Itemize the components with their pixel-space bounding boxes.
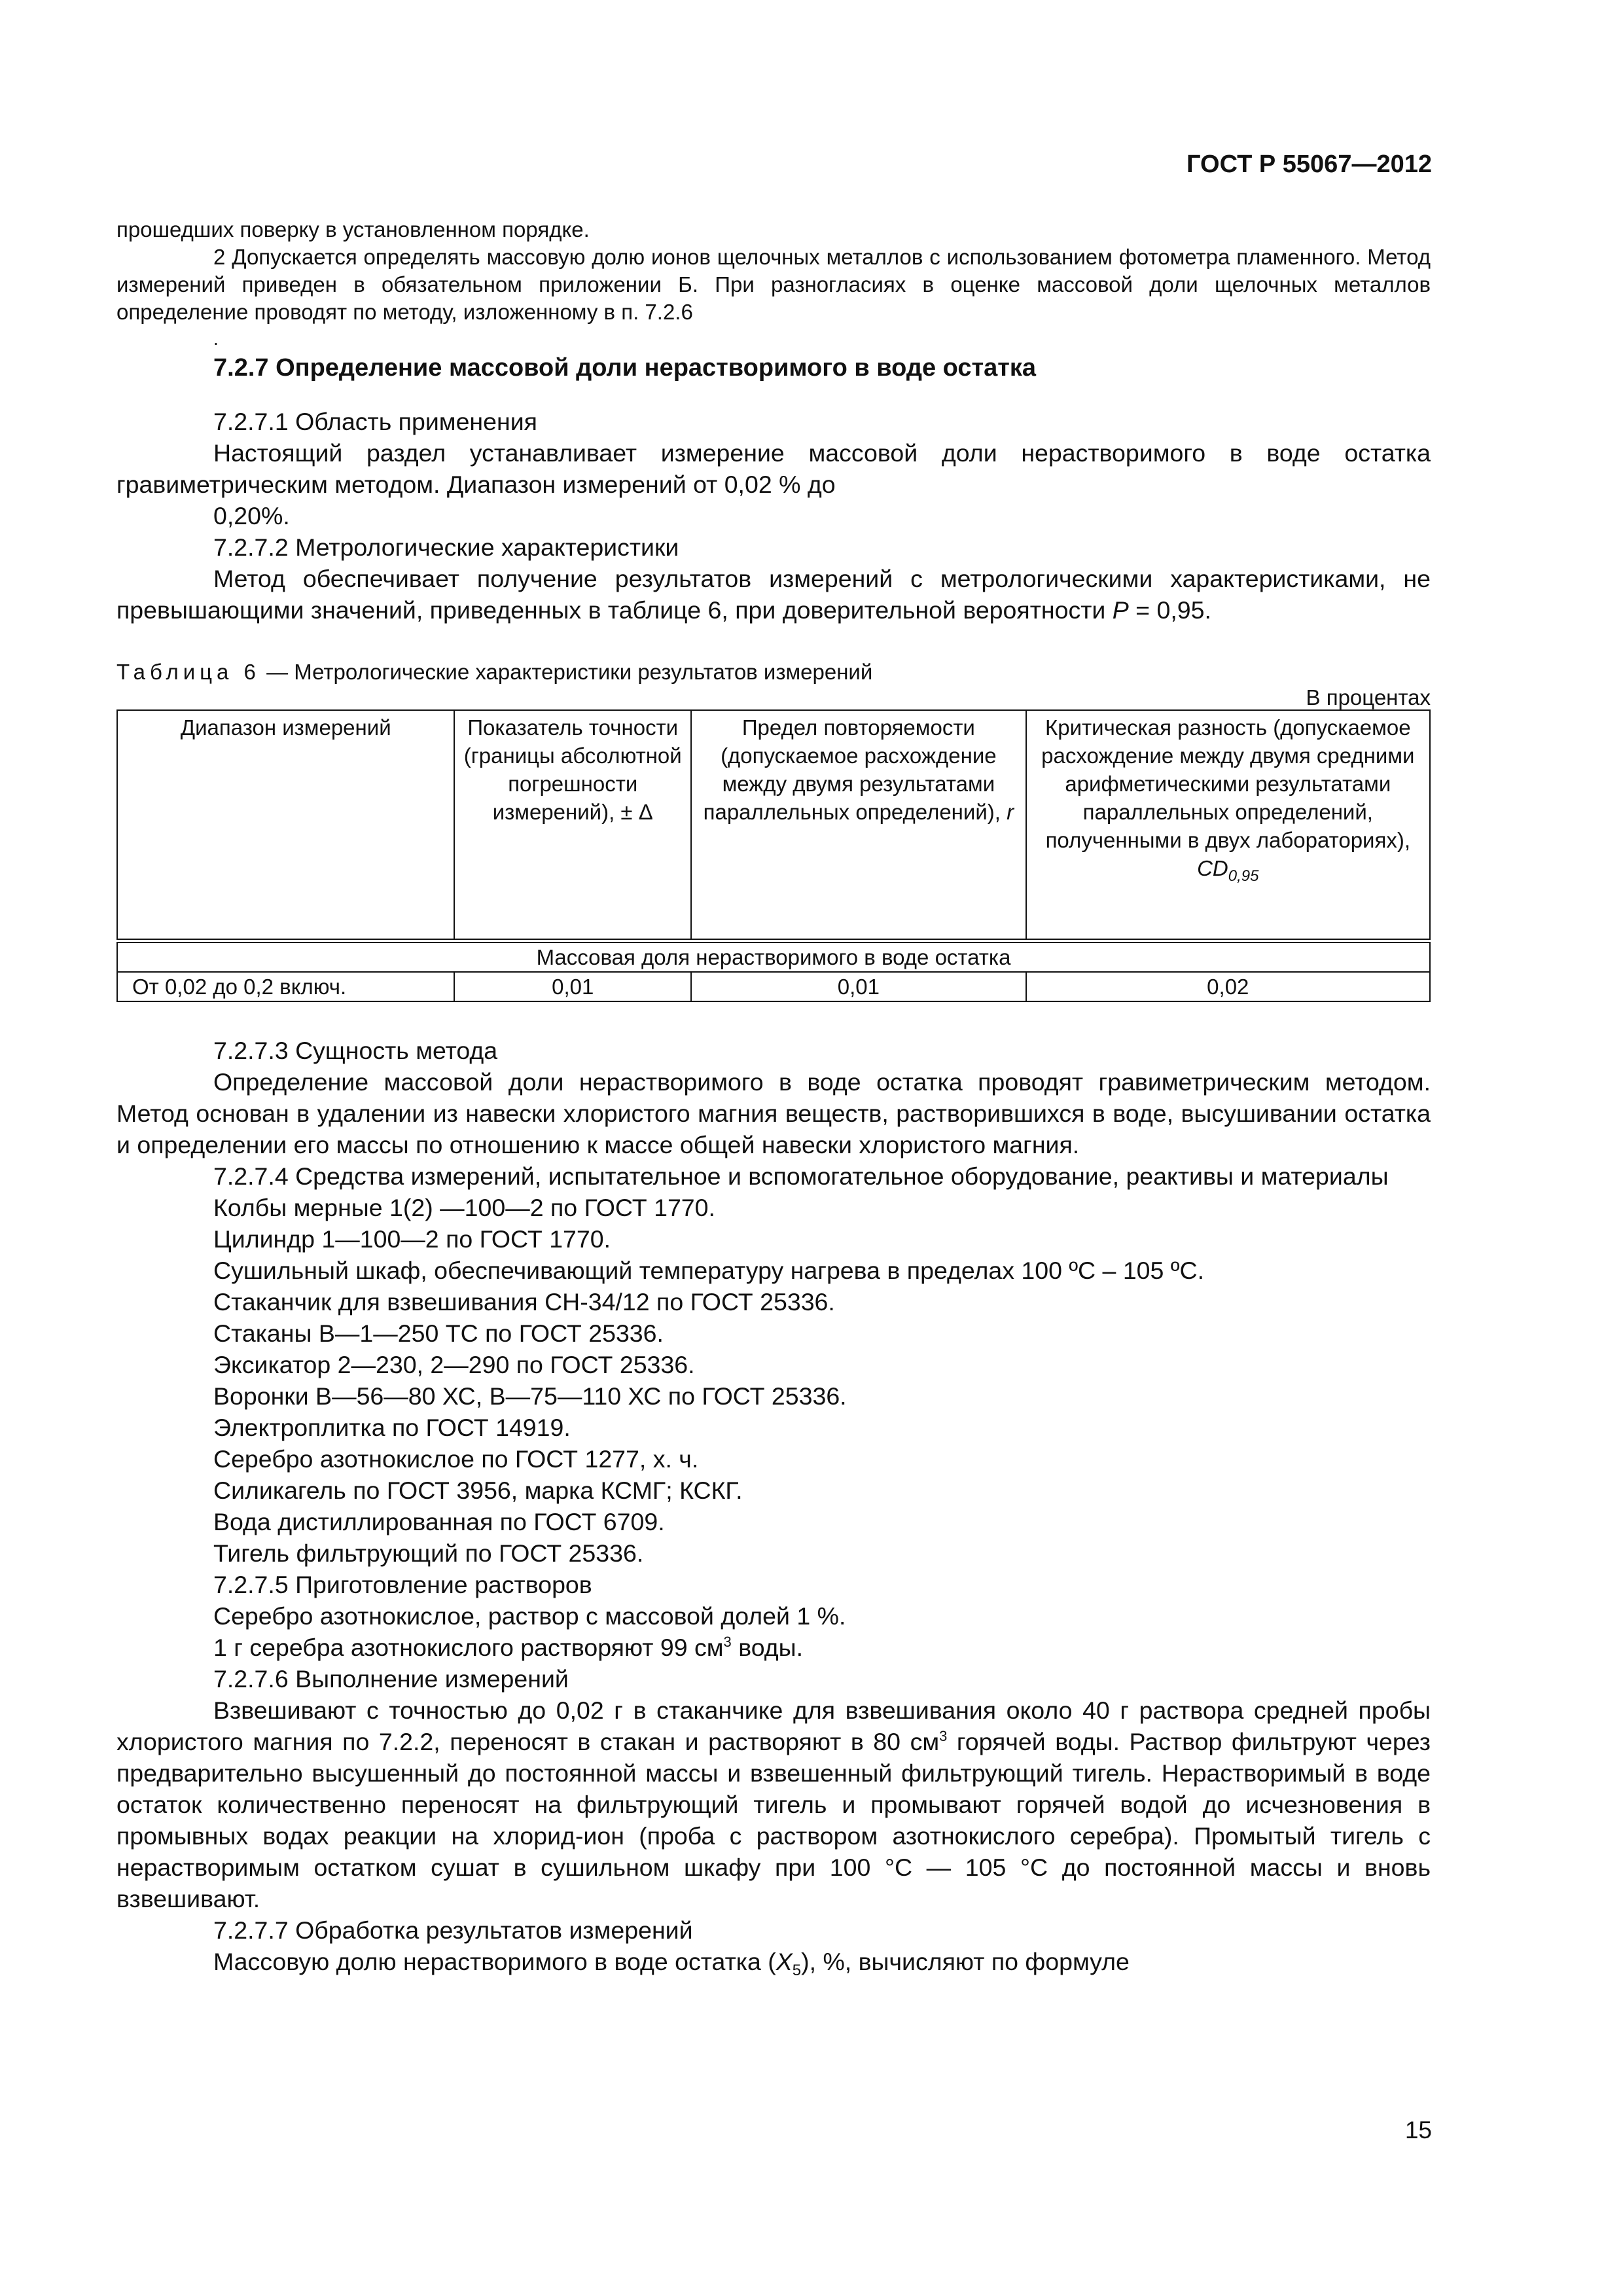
- cd-symbol: CD: [1197, 856, 1228, 880]
- subsection-title-7-2-7-2: 7.2.7.2 Метрологические характеристики: [213, 533, 679, 561]
- equipment-item: Вода дистиллированная по ГОСТ 6709.: [213, 1508, 665, 1535]
- metrology-paragraph: [116, 563, 1431, 626]
- table-caption-text: — Метрологические характеристики результатов измерений: [260, 660, 873, 684]
- x-subscript: 5: [792, 1962, 802, 1979]
- equipment-item: Тигель фильтрующий по ГОСТ 25336.: [213, 1539, 644, 1567]
- subsection-title-7-2-7-3: 7.2.7.3 Сущность метода: [213, 1037, 498, 1064]
- equipment-item: Колбы мерные 1(2) —100—2 по ГОСТ 1770.: [213, 1194, 715, 1221]
- metrology-text-a: Метод обеспечивает получение результатов измерений с метрологическими характеристиками, не превышающими значений, приведенных в таблице 6, при доверительной вероятности: [116, 565, 1431, 624]
- cell-range: От 0,02 до 0,2 включ.: [117, 972, 454, 1001]
- equipment-item: Электроплитка по ГОСТ 14919.: [213, 1414, 571, 1441]
- cd-subscript: 0,95: [1228, 867, 1259, 885]
- cell-cd: 0,02: [1026, 972, 1430, 1001]
- document-number-header: ГОСТ Р 55067—2012: [1186, 151, 1432, 178]
- header-range: Диапазон измерений: [117, 710, 454, 941]
- subsection-title-7-2-7-1: 7.2.7.1 Область применения: [213, 408, 537, 435]
- spacer: [116, 1002, 1431, 1035]
- table-group-row: [117, 941, 1430, 973]
- stray-dot: .: [213, 329, 219, 349]
- table-row: [117, 972, 1430, 1001]
- note-continuation: прошедших поверку в установленном порядке.: [116, 217, 590, 242]
- page-content: [116, 216, 1431, 1977]
- table-header-row: [117, 710, 1430, 941]
- cell-r: 0,01: [691, 972, 1026, 1001]
- equipment-item: Стаканчик для взвешивания СН-34/12 по ГОСТ 25336.: [213, 1288, 835, 1316]
- procedure-paragraph: [116, 1695, 1431, 1914]
- confidence-symbol: P: [1112, 596, 1129, 624]
- cell-delta: 0,01: [454, 972, 691, 1001]
- header-critical-text: Критическая разность (допускаемое расхождение между двумя средними арифметическими результатами параллельных определений, полученными в двух лабораториях),: [1041, 715, 1415, 852]
- procedure-superscript: 3: [939, 1728, 948, 1744]
- section-heading-7-2-7: 7.2.7 Определение массовой доли нерастворимого в воде остатка: [213, 354, 1037, 382]
- header-critical-difference: [1026, 710, 1430, 941]
- header-repeatability-text: Предел повторяемости (допускаемое расхождение между двумя результатами параллельных определений),: [703, 715, 1007, 824]
- equipment-item: Серебро азотнокислое по ГОСТ 1277, х. ч.: [213, 1445, 699, 1473]
- header-accuracy: Показатель точности (границы абсолютной погрешности измерений), ± Δ: [454, 710, 691, 941]
- solution-line: Серебро азотнокислое, раствор с массовой долей 1 %.: [213, 1602, 846, 1630]
- group-label: Массовая доля нерастворимого в воде остатка: [117, 941, 1430, 973]
- equipment-item: Воронки В—56—80 ХС, В—75—110 ХС по ГОСТ 25336.: [213, 1382, 847, 1410]
- recipe-text-b: воды.: [731, 1634, 804, 1661]
- page-number: 15: [1404, 2117, 1432, 2144]
- table-caption-label: Таблица 6: [116, 660, 260, 684]
- solution-recipe: [116, 1632, 1431, 1663]
- formula-intro-b: ), %, вычисляют по формуле: [801, 1948, 1130, 1975]
- scope-paragraph: Настоящий раздел устанавливает измерение массовой доли нерастворимого в воде остатка гравиметрическим методом. Диапазон измерений от 0,02 % до: [116, 439, 1431, 498]
- subsection-title-7-2-7-7: 7.2.7.7 Обработка результатов измерений: [213, 1916, 693, 1944]
- formula-intro: [116, 1946, 1431, 1977]
- recipe-superscript: 3: [723, 1634, 732, 1650]
- equipment-item: Эксикатор 2—230, 2—290 по ГОСТ 25336.: [213, 1351, 695, 1378]
- equipment-item: Сушильный шкаф, обеспечивающий температуру нагрева в пределах 100 ºС – 105 ºС.: [213, 1257, 1205, 1284]
- subsection-title-7-2-7-6: 7.2.7.6 Выполнение измерений: [213, 1665, 569, 1693]
- essence-paragraph: Определение массовой доли нерастворимого в воде остатка проводят гравиметрическим методом. Метод основан в удалении из навески хлористого магния веществ, растворившихся в воде, высушивании остатка и определении его массы по отношению к массе общей навески хлористого магния.: [116, 1068, 1431, 1158]
- table-caption: [116, 658, 1431, 686]
- formula-intro-a: Массовую долю нерастворимого в воде остатка (: [213, 1948, 776, 1975]
- equipment-item: Силикагель по ГОСТ 3956, марка КСМГ; КСКГ.: [213, 1477, 743, 1504]
- procedure-text-b: горячей воды. Раствор фильтруют через предварительно высушенный до постоянной массы и взвешенный фильтрующий тигель. Нерастворимый в воде остаток количественно переносят на фильтрующий тигель и промывают горячей водой до исчезновения в промывных водах реакции на хлорид-ион (проба с раствором азотнокислого серебра). Промытый тигель с нерастворимым остатком сушат в сушильном шкафу при 100 °С — 105 °С до постоянной массы и вновь взвешивают.: [116, 1728, 1431, 1912]
- x-symbol: X: [776, 1948, 793, 1975]
- equipment-item: Стаканы В—1—250 ТС по ГОСТ 25336.: [213, 1319, 664, 1347]
- table-units: В процентах: [1306, 685, 1431, 709]
- subsection-title-7-2-7-4: 7.2.7.4 Средства измерений, испытательное и вспомогательное оборудование, реактивы и материалы: [213, 1162, 1389, 1190]
- equipment-item: Цилиндр 1—100—2 по ГОСТ 1770.: [213, 1225, 611, 1253]
- scope-range-end: 0,20%.: [213, 502, 290, 529]
- note-2: 2 Допускается определять массовую долю ионов щелочных металлов с использованием фотометра пламенного. Метод измерений приведен в обязательном приложении Б. При разногласиях в оценке массовой доли щелочных металлов определение проводят по методу, изложенному в п. 7.2.6: [116, 245, 1431, 324]
- metrology-table: [116, 709, 1431, 1002]
- header-repeatability: [691, 710, 1026, 941]
- procedure-text-a: Взвешивают с точностью до 0,02 г в стаканчике для взвешивания около 40 г раствора средней пробы хлористого магния по 7.2.2, переносят в стакан и растворяют в 80 см: [116, 1696, 1431, 1755]
- recipe-text-a: 1 г серебра азотнокислого растворяют 99 см: [213, 1634, 724, 1661]
- subsection-title-7-2-7-5: 7.2.7.5 Приготовление растворов: [213, 1571, 592, 1598]
- repeatability-symbol: r: [1007, 800, 1014, 824]
- metrology-text-b: = 0,95.: [1128, 596, 1211, 624]
